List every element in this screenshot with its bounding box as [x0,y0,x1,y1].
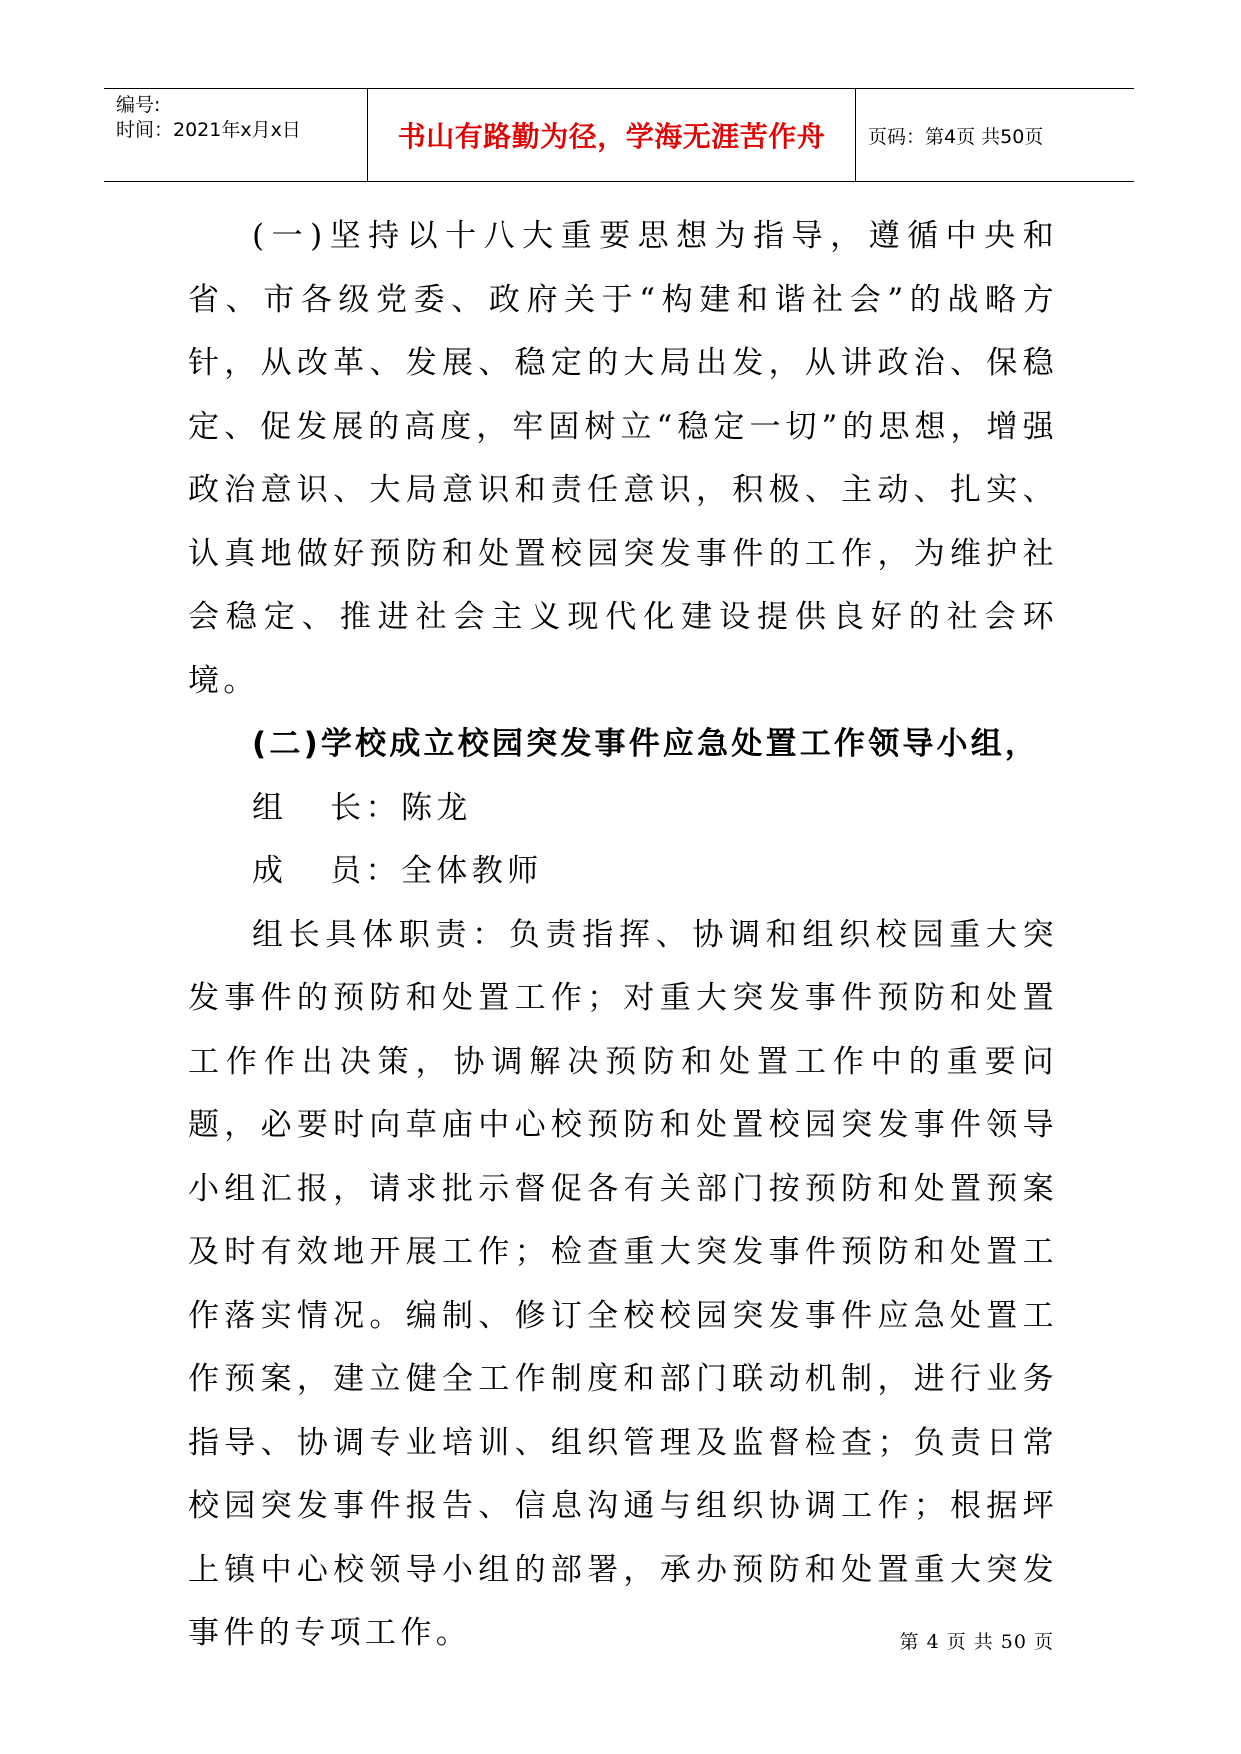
page-footer-number: 第 4 页 共 50 页 [899,1631,1054,1653]
paragraph-guiding-principle: (一)坚持以十八大重要思想为指导，遵循中央和省、市各级党委、政府关于“构建和谐社会”的战略方针，从改革、发展、稳定的大局出发，从讲政治、保稳定、促发展的高度，牢固树立“稳定一切”的思想，增强政治意识、大局意识和责任意识，积极、主动、扎实、认真地做好预防和处置校园突发事件的工作，为维护社会稳定、推进社会主义现代化建设提供良好的社会环境。 [188,218,1058,699]
paragraph-leader-duties: 组长具体职责：负责指挥、协调和组织校园重大突发事件的预防和处置工作；对重大突发事件预防和处置工作作出决策，协调解决预防和处置工作中的重要问题，必要时向草庙中心校预防和处置校园突发事件领导小组汇报，请求批示督促各有关部门按预防和处置预案及时有效地开展工作；检查重大突发事件预防和处置工作落实情况。编制、修订全校校园突发事件应急处置工作预案，建立健全工作制度和部门联动机制，进行业务指导、协调专业培训、组织管理及监督检查；负责日常校园突发事件报告、信息沟通与组织协调工作；根据坪上镇中心校领导小组的部署，承办预防和处置重大突发事件的专项工作。 [188,916,1058,1651]
header-page-number: 页码：第4页 共50页 [868,125,1044,148]
document-time-label: 时间：2021年x月x日 [116,119,301,141]
header-motto-cell [368,89,856,181]
group-leader-line: 组 长：陈龙 [252,789,472,826]
document-number-label: 编号: [116,94,161,116]
header-info-cell [104,89,368,181]
header-motto: 书山有路勤为径，学海无涯苦作舟 [397,120,826,153]
document-header [104,88,1134,182]
document-body [188,205,1058,1666]
header-page-cell [856,89,1134,181]
group-members-line: 成 员：全体教师 [252,853,543,889]
section-heading-leadership-group: (二)学校成立校园突发事件应急处置工作领导小组， [252,726,1040,762]
